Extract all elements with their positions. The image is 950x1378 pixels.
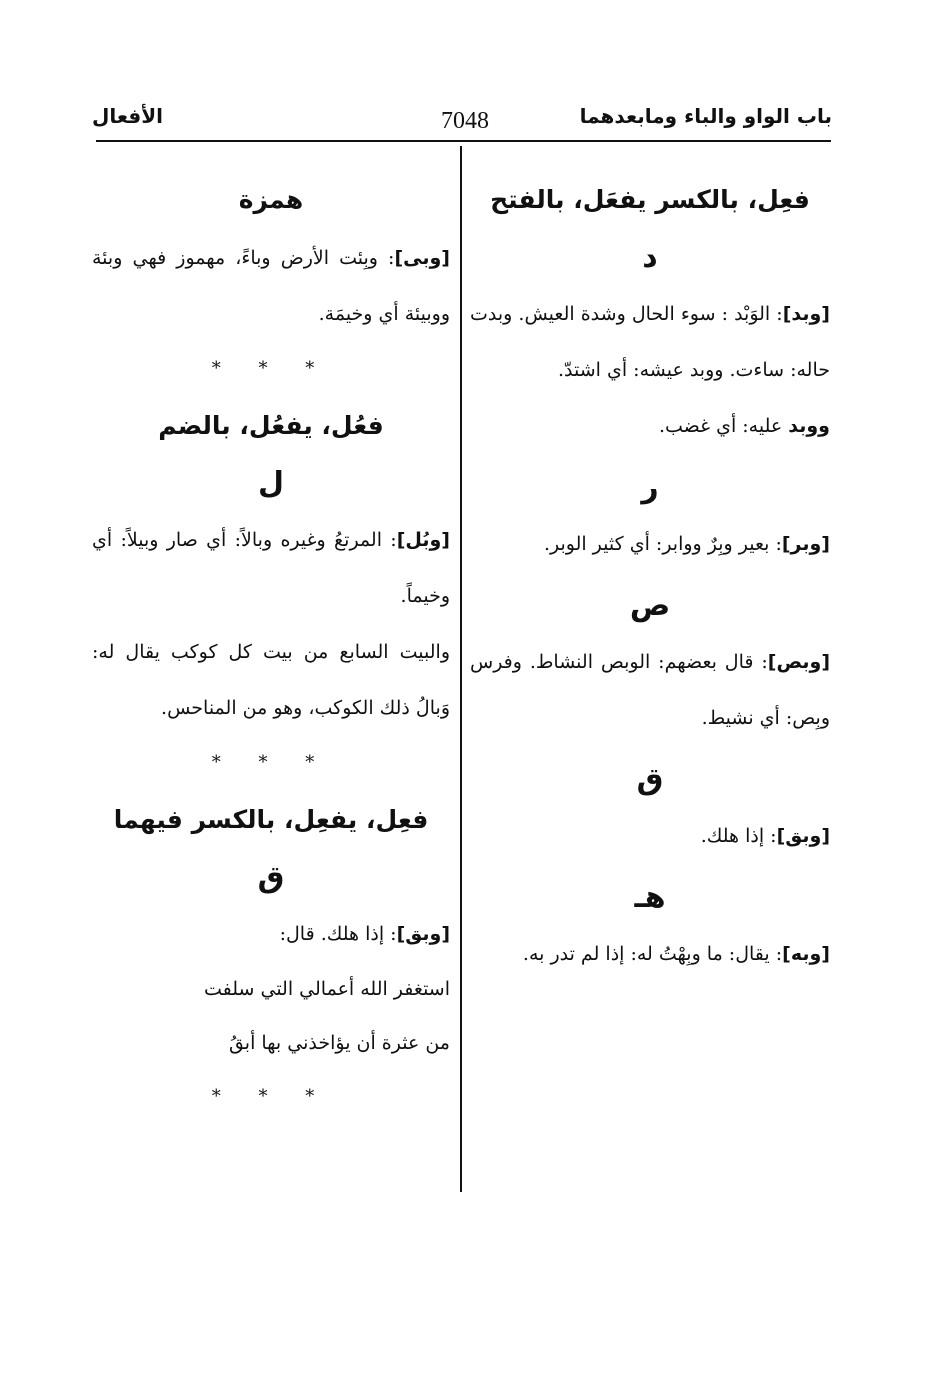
letter-qaf: ق <box>636 762 664 797</box>
entry-wbr <box>470 516 830 572</box>
verse-line-2: من عثرة أن يؤاخذني بها أبقُ <box>228 1032 450 1054</box>
entry-text: : إذا هلك. قال: <box>279 923 397 945</box>
kasra-heading: فعِل، يفعِل، بالكسر فيهما <box>113 805 429 834</box>
entry-wbd-alayh <box>470 398 830 454</box>
section-title: الأفعال <box>92 104 163 128</box>
entry-key: ووبد <box>788 415 830 437</box>
entry-wbd <box>470 286 830 398</box>
entry-wbh <box>470 926 830 982</box>
entry-key: [وبد] <box>782 303 830 325</box>
entry-key: [وبق] <box>776 825 830 847</box>
letter-qaf-left: ق <box>257 860 285 895</box>
damma-heading: فعُل، يفعُل، بالضم <box>158 411 384 440</box>
entry-wbq-left <box>92 906 450 962</box>
letter-ra: ر <box>641 470 659 505</box>
chapter-title: باب الواو والباء ومابعدهما <box>579 104 832 128</box>
entry-key: [وبق] <box>396 923 450 945</box>
left-column <box>92 170 450 1124</box>
entry-wabal: والبيت السابع من بيت كل كوكب يقال له: وَبالُ ذلك الكوكب، وهو من المناحس. <box>92 641 450 719</box>
column-divider <box>460 146 462 1192</box>
right-column <box>470 170 830 982</box>
entry-wbl <box>92 512 450 624</box>
entry-key: [وبى] <box>394 247 450 269</box>
page-number: 7048 <box>441 108 489 134</box>
entry-text: : الوَبْد : سوء الحال وشدة العيش. وبدت حاله: ساءت. ووبد عيشه: أي اشتدّ. <box>470 303 830 381</box>
entry-key: [وبُل] <box>396 529 450 551</box>
entry-text: عليه: أي غضب. <box>658 415 789 437</box>
entry-text: : قال بعضهم: الوبص النشاط. وفرس وبِص: أي نشيط. <box>470 651 830 729</box>
section-separator: * * * <box>211 752 331 773</box>
header-rule <box>96 140 831 142</box>
entry-wbs <box>470 634 830 746</box>
entry-wby <box>92 230 450 342</box>
entry-wbq <box>470 808 830 864</box>
entry-key: [وبه] <box>782 943 830 965</box>
entry-text: : المرتعُ وغيره وبالاً: أي صار وبيلاً: أي وخيماً. <box>92 529 450 607</box>
letter-sad: ص <box>629 588 671 623</box>
entry-key: [وبص] <box>767 651 830 673</box>
letter-ha: هـ <box>634 880 666 915</box>
letter-dal: د <box>642 240 658 275</box>
section-separator: * * * <box>211 358 331 379</box>
entry-text: : يقال: ما وبِهْتُ له: إذا لم تدر به. <box>522 943 783 965</box>
hamza-heading: همزة <box>238 185 304 214</box>
right-heading: فعِل، بالكسر يفعَل، بالفتح <box>490 185 810 214</box>
entry-text: : إذا هلك. <box>700 825 777 847</box>
entry-text: : وبِئت الأرض وباءً، مهموز فهي وبئة ووبيئة أي وخيمَة. <box>92 247 450 325</box>
entry-key: [وبر] <box>781 533 830 555</box>
letter-lam: ل <box>257 466 285 501</box>
verse-line-1: استغفر الله أعمالي التي سلفت <box>203 978 450 1000</box>
entry-text: : بعير وبِرٌ ووابر: أي كثير الوبر. <box>543 533 782 555</box>
section-separator: * * * <box>211 1086 331 1107</box>
